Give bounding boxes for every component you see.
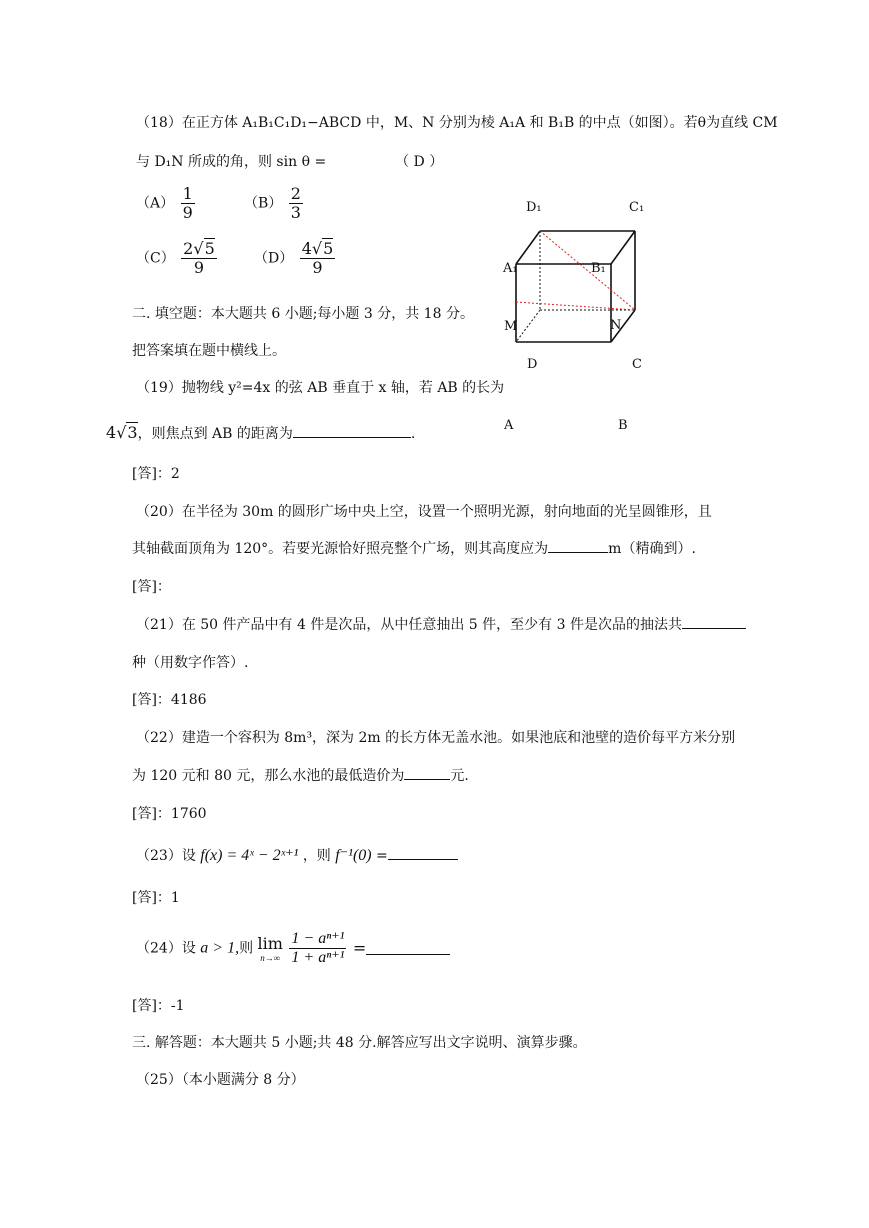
q20-blank: [548, 540, 608, 553]
q19-stem: ，则焦点到 AB 的距离为: [137, 426, 293, 442]
option-a-denominator: 9: [182, 203, 193, 222]
option-a-fraction: [181, 185, 195, 222]
q21-line2: 种（用数字作答）.: [132, 655, 249, 671]
q22-line1: （22）建造一个容积为 8m³，深为 2m 的长方体无盖水池。如果池底和池壁的造价每平方米分别: [136, 730, 736, 746]
option-c-label: （C）: [136, 250, 175, 267]
option-b-numerator: 2: [290, 184, 301, 203]
option-a-numerator: 1: [182, 184, 193, 203]
q18-option-d: [254, 240, 337, 277]
section2-instruction: 把答案填在题中横线上。: [132, 343, 286, 359]
label-C1: C₁: [629, 200, 645, 215]
q20-line2: 其轴截面顶角为 120°。若要光源恰好照亮整个广场，则其高度应为 m（精确到）.: [132, 541, 696, 557]
label-C: C: [632, 357, 642, 372]
q19-blank: [293, 425, 411, 438]
option-b-label: （B）: [244, 195, 283, 212]
q19-line2: 4√3，则焦点到 AB 的距离为 .: [106, 423, 416, 442]
q24-fraction: $\frac{\text{1 − aⁿ⁺¹}}{\text{1 + aⁿ⁺¹}}$: [291, 930, 345, 966]
option-b-denominator: 3: [290, 203, 301, 222]
option-b-fraction: [289, 185, 303, 222]
q18-answer: （ D ）: [395, 154, 444, 170]
q20-line1: （20）在半径为 30m 的圆形广场中央上空，设置一个照明光源，射向地面的光呈圆锥形，且: [136, 504, 712, 520]
label-N: N: [610, 318, 622, 333]
label-D1: D₁: [526, 200, 542, 215]
q21-line1: （21）在 50 件产品中有 4 件是次品，从中任意抽出 5 件，至少有 3 件是次品的抽法共: [136, 616, 746, 634]
option-c-fraction: [181, 240, 217, 277]
q24-limit: lim n→∞: [257, 933, 283, 963]
q23-answer: [答]：1: [132, 890, 180, 906]
q22-line2: 为 120 元和 80 元，那么水池的最低造价为 元.: [132, 768, 469, 784]
label-B1: B₁: [591, 261, 606, 276]
q23-blank: [388, 847, 458, 860]
q18-option-b: [244, 185, 305, 222]
label-B: B: [618, 418, 628, 433]
q18-option-a: [136, 185, 197, 222]
option-c-numerator: 2√5: [183, 239, 215, 258]
section3-title: 三. 解答题：本大题共 5 小题;共 48 分.解答应写出文字说明、演算步骤。: [132, 1035, 587, 1051]
q24-line: （24）设 a > 1,则 lim n→∞ $\frac{\text{1 − aⁿ⁺¹}}{\text{1 + aⁿ⁺¹}}$ =: [136, 930, 450, 978]
section2-title: 二. 填空题：本大题共 6 小题;每小题 3 分，共 18 分。: [132, 306, 474, 322]
option-d-numerator: 4√5: [301, 239, 334, 258]
q23-function: f(x) = 4ˣ − 2ˣ⁺¹: [200, 847, 299, 864]
q19-line1: （19）抛物线 y²=4x 的弦 AB 垂直于 x 轴，若 AB 的长为: [136, 380, 505, 396]
q22-blank: [404, 767, 450, 780]
q19-answer: [答]：2: [132, 466, 180, 482]
q21-blank: [682, 616, 746, 629]
q25-heading: （25）（本小题满分 8 分）: [136, 1072, 305, 1088]
q18-stem: 与 D₁N 所成的角，则 sin θ =: [136, 154, 327, 170]
q24-answer: [答]：-1: [132, 998, 185, 1014]
cube-figure: [496, 190, 676, 440]
q18-option-c: [136, 240, 219, 277]
q19-length: 4√3: [106, 423, 138, 442]
option-d-denominator: 9: [312, 258, 323, 277]
label-M: M: [504, 319, 518, 334]
option-c-denominator: 9: [193, 258, 205, 277]
q23-line: （23）设 f(x) = 4ˣ − 2ˣ⁺¹ ，则 f⁻¹(0) =: [136, 847, 458, 865]
label-A1: A₁: [503, 261, 518, 276]
option-d-fraction: [300, 240, 336, 277]
option-a-label: （A）: [136, 195, 175, 212]
label-D: D: [527, 357, 538, 372]
label-A: A: [504, 418, 514, 433]
option-d-label: （D）: [254, 250, 294, 267]
q21-answer: [答]：4186: [132, 692, 207, 708]
q22-answer: [答]：1760: [132, 806, 207, 822]
q23-inverse: f⁻¹(0): [335, 847, 372, 864]
q18-line1: （18）在正方体 A₁B₁C₁D₁−ABCD 中，M、N 分别为棱 A₁A 和 B₁B 的中点（如图）。若θ为直线 CM: [136, 115, 778, 131]
q20-answer: [答]：: [132, 579, 171, 595]
q18-line2: [136, 153, 443, 171]
q24-blank: [366, 942, 450, 955]
